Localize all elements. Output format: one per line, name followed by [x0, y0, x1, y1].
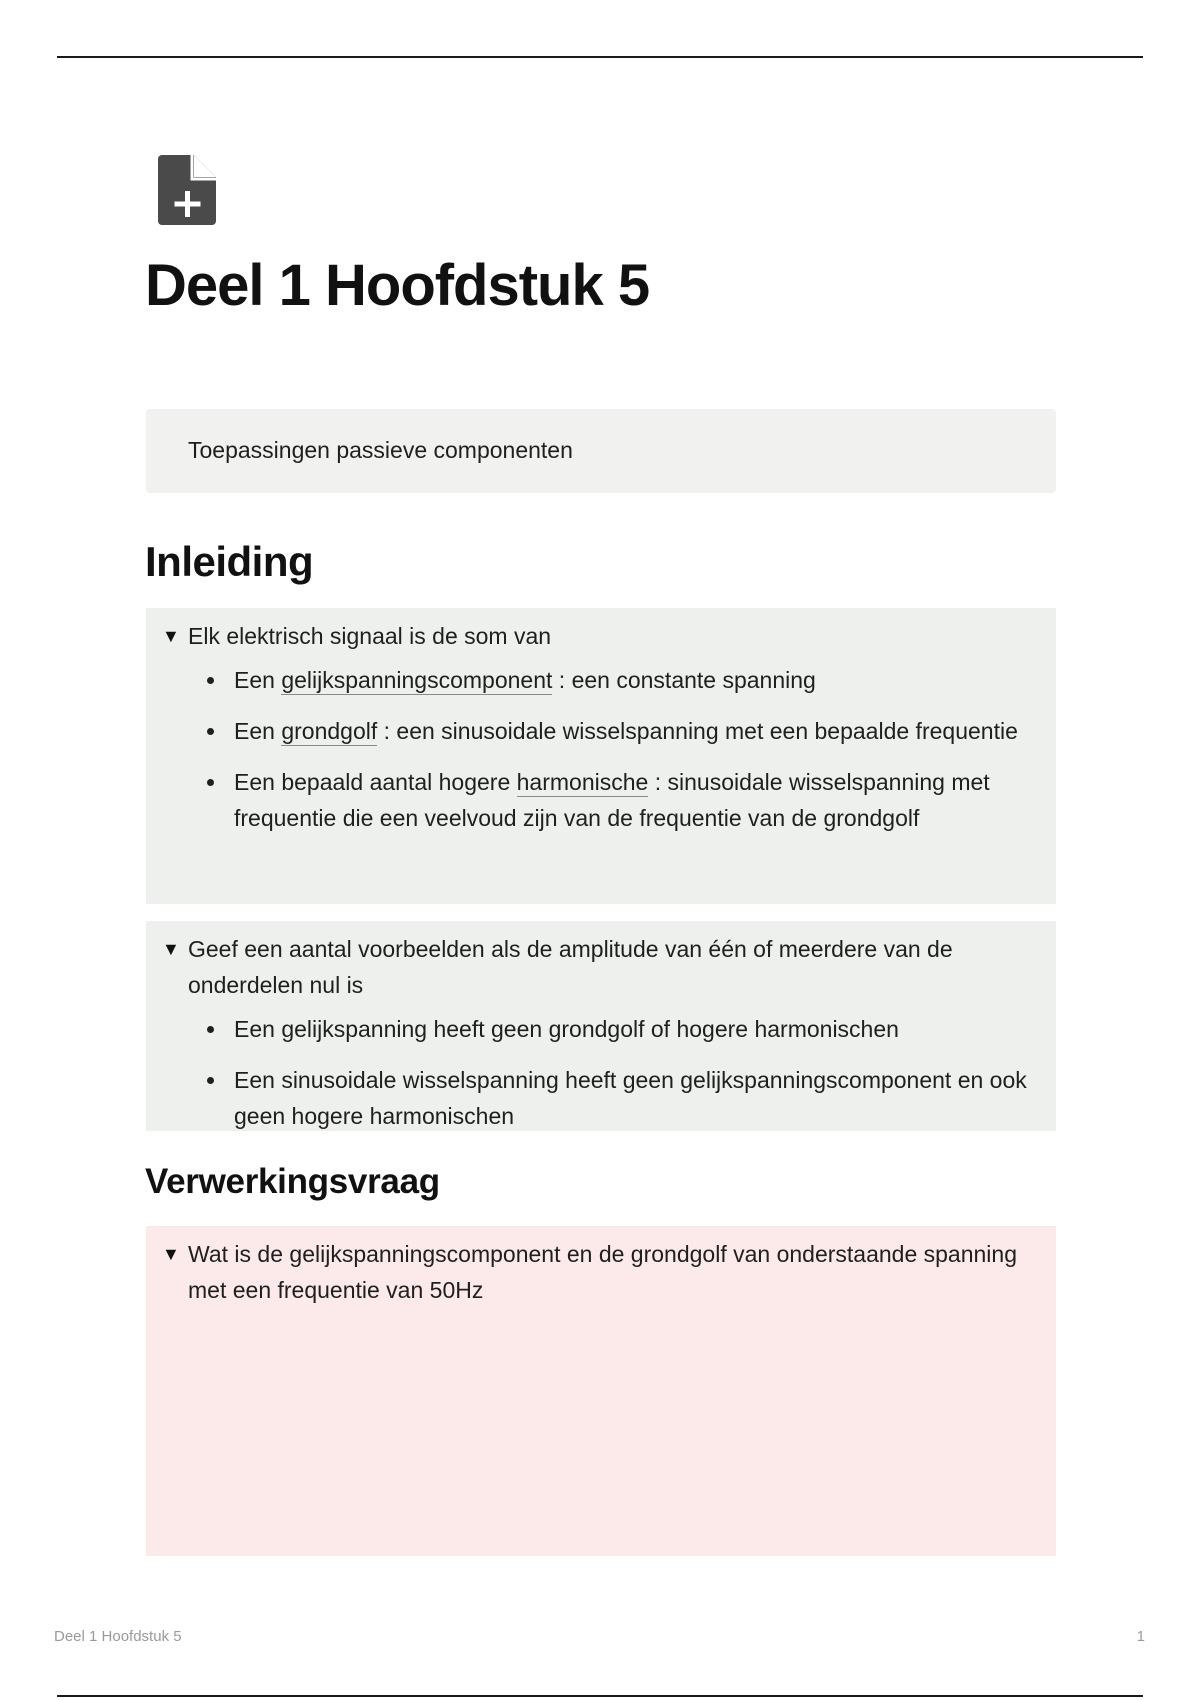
toggle-heading: Geef een aantal voorbeelden als de amplitude van één of meerdere van de onderdelen nul is: [188, 936, 953, 998]
toggle-triangle-icon[interactable]: ▼: [162, 626, 180, 646]
footer-title: Deel 1 Hoofdstuk 5: [54, 1628, 182, 1645]
list-item: Een bepaald aantal hogere harmonische : sinusoidale wisselspanning met frequentie die een veelvoud zijn van de frequentie van de grondgolf: [234, 764, 1038, 836]
glossary-link[interactable]: harmonische: [516, 769, 649, 795]
list-item: Een sinusoidale wisselspanning heeft geen gelijkspanningscomponent en ook geen hogere harmonischen: [234, 1062, 1038, 1134]
toggle-triangle-icon[interactable]: ▼: [162, 1244, 180, 1264]
list-item: Een gelijkspanning heeft geen grondgolf of hogere harmonischen: [234, 1011, 1038, 1047]
toggle-heading: Wat is de gelijkspanningscomponent en de grondgolf van onderstaande spanning met een frequentie van 50Hz: [188, 1241, 1017, 1303]
footer-page-number: 1: [1136, 1628, 1145, 1645]
toggle-block-voorbeelden: [146, 921, 1056, 1131]
toggle-block-vraag: [146, 1226, 1056, 1556]
heading-inleiding: Inleiding: [145, 538, 314, 585]
toggle-heading: Elk elektrisch signaal is de som van: [188, 623, 552, 649]
page-add-icon: [158, 155, 218, 225]
glossary-link[interactable]: grondgolf: [281, 718, 378, 744]
list-item: Een grondgolf : een sinusoidale wisselspanning met een bepaalde frequentie: [234, 713, 1038, 749]
bottom-rule: [57, 1695, 1143, 1697]
page-title: Deel 1 Hoofdstuk 5: [145, 253, 650, 318]
top-rule: [57, 56, 1143, 58]
list-item: Een gelijkspanningscomponent : een constante spanning: [234, 662, 1038, 698]
glossary-link[interactable]: gelijkspanningscomponent: [281, 667, 553, 693]
toggle-triangle-icon[interactable]: ▼: [162, 939, 180, 959]
callout-text: Toepassingen passieve componenten: [188, 437, 573, 463]
heading-verwerkingsvraag: Verwerkingsvraag: [145, 1162, 440, 1201]
toggle-block-som: [146, 608, 1056, 904]
callout-block: [146, 409, 1056, 493]
